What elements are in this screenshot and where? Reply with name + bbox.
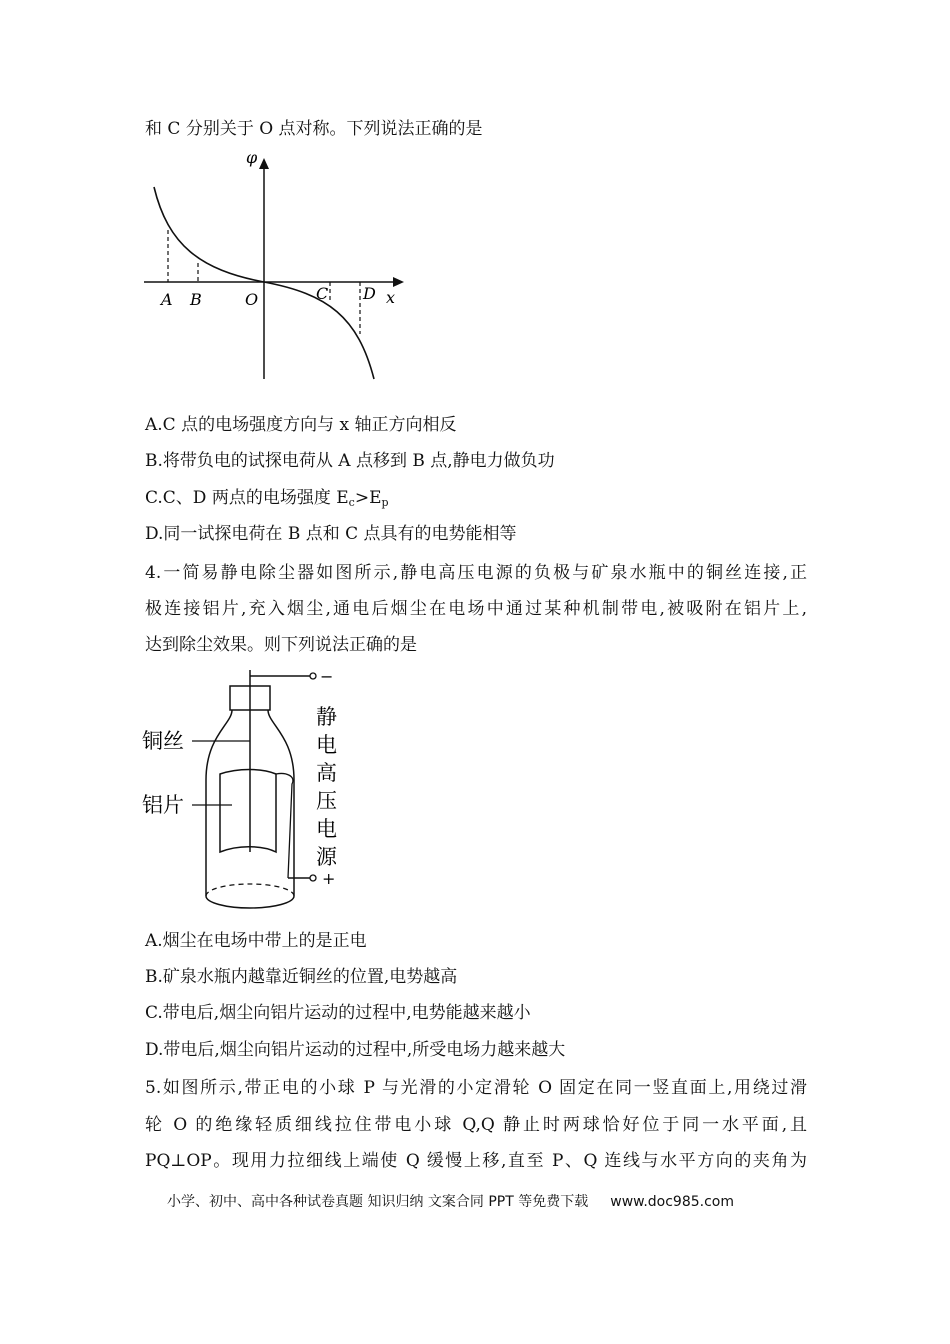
q3-option-b: B.将带负电的试探电荷从 A 点移到 B 点,静电力做负功: [145, 451, 555, 471]
aluminum-sheet-label: 铝片: [142, 793, 184, 817]
aluminum-sheet: [220, 770, 276, 853]
q4-option-c: C.带电后,烟尘向铝片运动的过程中,电势能越来越小: [145, 1003, 531, 1023]
q3-option-c-sub1: c: [348, 496, 355, 509]
q4-option-a: A.烟尘在电场中带上的是正电: [145, 931, 367, 951]
positive-terminal: [310, 875, 316, 881]
y-axis-arrow: [259, 158, 269, 169]
power-label-char-6: 源: [316, 845, 337, 869]
power-label-char-3: 高: [316, 761, 337, 785]
footer-url[interactable]: www.doc985.com: [610, 1194, 734, 1210]
q3-option-c: [145, 487, 389, 514]
q4-stem-line-2: 极连接铝片,充入烟尘,通电后烟尘在电场中通过某种机制带电,被吸附在铝片上,: [145, 599, 807, 619]
label-a: A: [161, 290, 173, 309]
q4-option-b: B.矿泉水瓶内越靠近铜丝的位置,电势越高: [145, 967, 458, 987]
page-footer: [167, 1192, 734, 1212]
label-c: C: [316, 284, 329, 303]
positive-sign: +: [322, 869, 336, 888]
power-label-char-1: 静: [316, 705, 337, 729]
dust-collector-diagram: [140, 662, 380, 922]
footer-text: 小学、初中、高中各种试卷真题 知识归纳 文案合同 PPT 等免费下载: [167, 1194, 589, 1210]
q3-option-d: D.同一试探电荷在 B 点和 C 点具有的电势能相等: [145, 524, 517, 544]
copper-wire-label: 铜丝: [142, 729, 184, 753]
q5-stem-line-1: 5.如图所示,带正电的小球 P 与光滑的小定滑轮 O 固定在同一竖直面上,用绕过滑: [145, 1078, 807, 1098]
x-axis-label: x: [386, 288, 396, 307]
q4-stem-line-1: 4.一简易静电除尘器如图所示,静电高压电源的负极与矿泉水瓶中的铜丝连接,正: [145, 563, 807, 583]
q3-option-a: A.C 点的电场强度方向与 x 轴正方向相反: [145, 415, 457, 435]
power-label-char-5: 电: [316, 817, 337, 841]
negative-terminal: [310, 673, 316, 679]
aluminum-sheet-fold: [276, 773, 293, 878]
q5-stem-line-2: 轮 O 的绝缘轻质细线拉住带电小球 Q,Q 静止时两球恰好位于同一水平面,且: [145, 1115, 807, 1135]
negative-sign: −: [320, 667, 334, 686]
q3-option-c-prefix: C.C、D 两点的电场强度 E: [145, 488, 349, 508]
q5-stem-line-3: PQ⊥OP。现用力拉细线上端使 Q 缓慢上移,直至 P、Q 连线与水平方向的夹角为: [145, 1151, 807, 1171]
q4-option-d: D.带电后,烟尘向铝片运动的过程中,所受电场力越来越大: [145, 1040, 566, 1060]
bottle-bottom-front: [206, 896, 294, 908]
q3-option-c-sub2: p: [381, 496, 389, 509]
power-label-char-4: 压: [316, 789, 337, 813]
bottle-bottom-back: [206, 884, 294, 896]
label-o: O: [245, 290, 259, 309]
label-d: D: [363, 284, 376, 303]
x-axis-arrow: [393, 277, 404, 287]
q3-option-c-middle: >E: [354, 488, 382, 508]
y-axis-label: φ: [246, 148, 258, 167]
power-label-char-2: 电: [316, 733, 337, 757]
label-b: B: [190, 290, 202, 309]
intro-line: 和 C 分别关于 O 点对称。下列说法正确的是: [145, 119, 483, 139]
q4-stem-line-3: 达到除尘效果。则下列说法正确的是: [145, 635, 417, 655]
phi-x-graph: [140, 145, 420, 385]
